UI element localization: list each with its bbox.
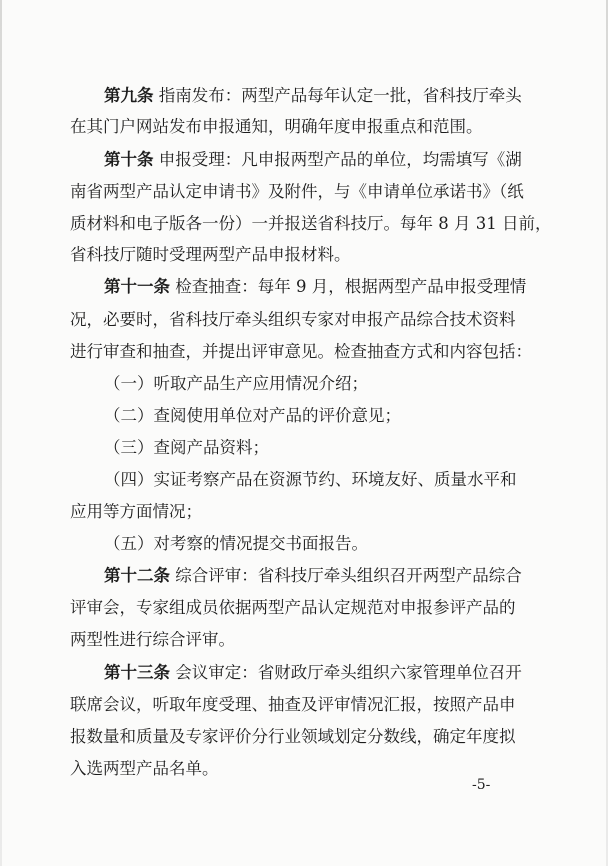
text-line — [70, 501, 202, 523]
line-text: 省科技厅随时受理两型产品申报材料。 — [70, 245, 351, 264]
line-text: 在其门户网站发布申报通知，明确年度申报重点和范围。 — [70, 117, 483, 136]
line-text: 联席会议，听取年度受理、抽查及评审情况汇报，按照产品申 — [70, 695, 516, 714]
line-text: 检查抽查：每年 9 月，根据两型产品申报受理情 — [175, 277, 527, 296]
text-line — [70, 309, 516, 331]
line-text: 质材料和电子版各一份）一并报送省科技厅。每年 8 月 31 日前， — [70, 214, 552, 233]
text-line — [104, 662, 522, 684]
article-label: 第十一条 — [104, 277, 170, 296]
text-line — [104, 149, 522, 171]
line-text: 两型性进行综合评审。 — [70, 630, 235, 649]
line-text: 会议审定：省财政厅牵头组织六家管理单位召开 — [175, 663, 522, 682]
list-item: （二）查阅使用单位对产品的评价意见； — [104, 406, 401, 425]
line-text: 况，必要时，省科技厅牵头组织专家对申报产品综合技术资料 — [70, 310, 516, 329]
text-line — [70, 181, 524, 203]
page-number: -5- — [472, 777, 491, 793]
text-line — [70, 244, 351, 266]
article-label: 第九条 — [104, 86, 154, 105]
text-line — [70, 726, 516, 748]
article-label: 第十三条 — [104, 663, 170, 682]
line-text: 评审会，专家组成员依据两型产品认定规范对申报参评产品的 — [70, 598, 516, 617]
line-text: 报数量和质量及专家评价分行业领域划定分数线，确定年度拟 — [70, 727, 516, 746]
article-label: 第十条 — [104, 150, 154, 169]
text-line — [104, 276, 526, 298]
list-item: （一）听取产品生产应用情况介绍； — [104, 374, 368, 393]
text-line — [70, 597, 516, 619]
text-line — [70, 758, 219, 780]
text-line — [104, 85, 522, 107]
line-text: 南省两型产品认定申请书》及附件，与《申请单位承诺书》（纸 — [70, 182, 524, 201]
text-line — [104, 405, 401, 427]
list-item: （三）查阅产品资料； — [104, 438, 269, 457]
list-item: （五）对考察的情况提交书面报告。 — [104, 534, 368, 553]
line-text: 入选两型产品名单。 — [70, 759, 219, 778]
line-text: 综合评审：省科技厅牵头组织召开两型产品综合 — [175, 566, 522, 585]
line-text: 指南发布：两型产品每年认定一批，省科技厅牵头 — [158, 86, 522, 105]
line-text: 应用等方面情况； — [70, 502, 202, 521]
line-text: 申报受理：凡申报两型产品的单位，均需填写《湖 — [158, 150, 522, 169]
article-label: 第十二条 — [104, 566, 170, 585]
text-line — [70, 694, 516, 716]
list-item: （四）实证考察产品在资源节约、环境友好、质量水平和 — [104, 470, 517, 489]
text-line — [104, 469, 517, 491]
text-line — [104, 437, 269, 459]
text-line — [104, 533, 368, 555]
text-line — [70, 629, 235, 651]
scan-edge-left — [0, 0, 2, 866]
line-text: 进行审查和抽查，并提出评审意见。检查抽查方式和内容包括： — [70, 342, 532, 361]
text-line — [104, 565, 522, 587]
text-line — [70, 213, 551, 235]
text-line — [70, 341, 532, 363]
text-line — [104, 373, 368, 395]
text-line — [70, 116, 483, 138]
